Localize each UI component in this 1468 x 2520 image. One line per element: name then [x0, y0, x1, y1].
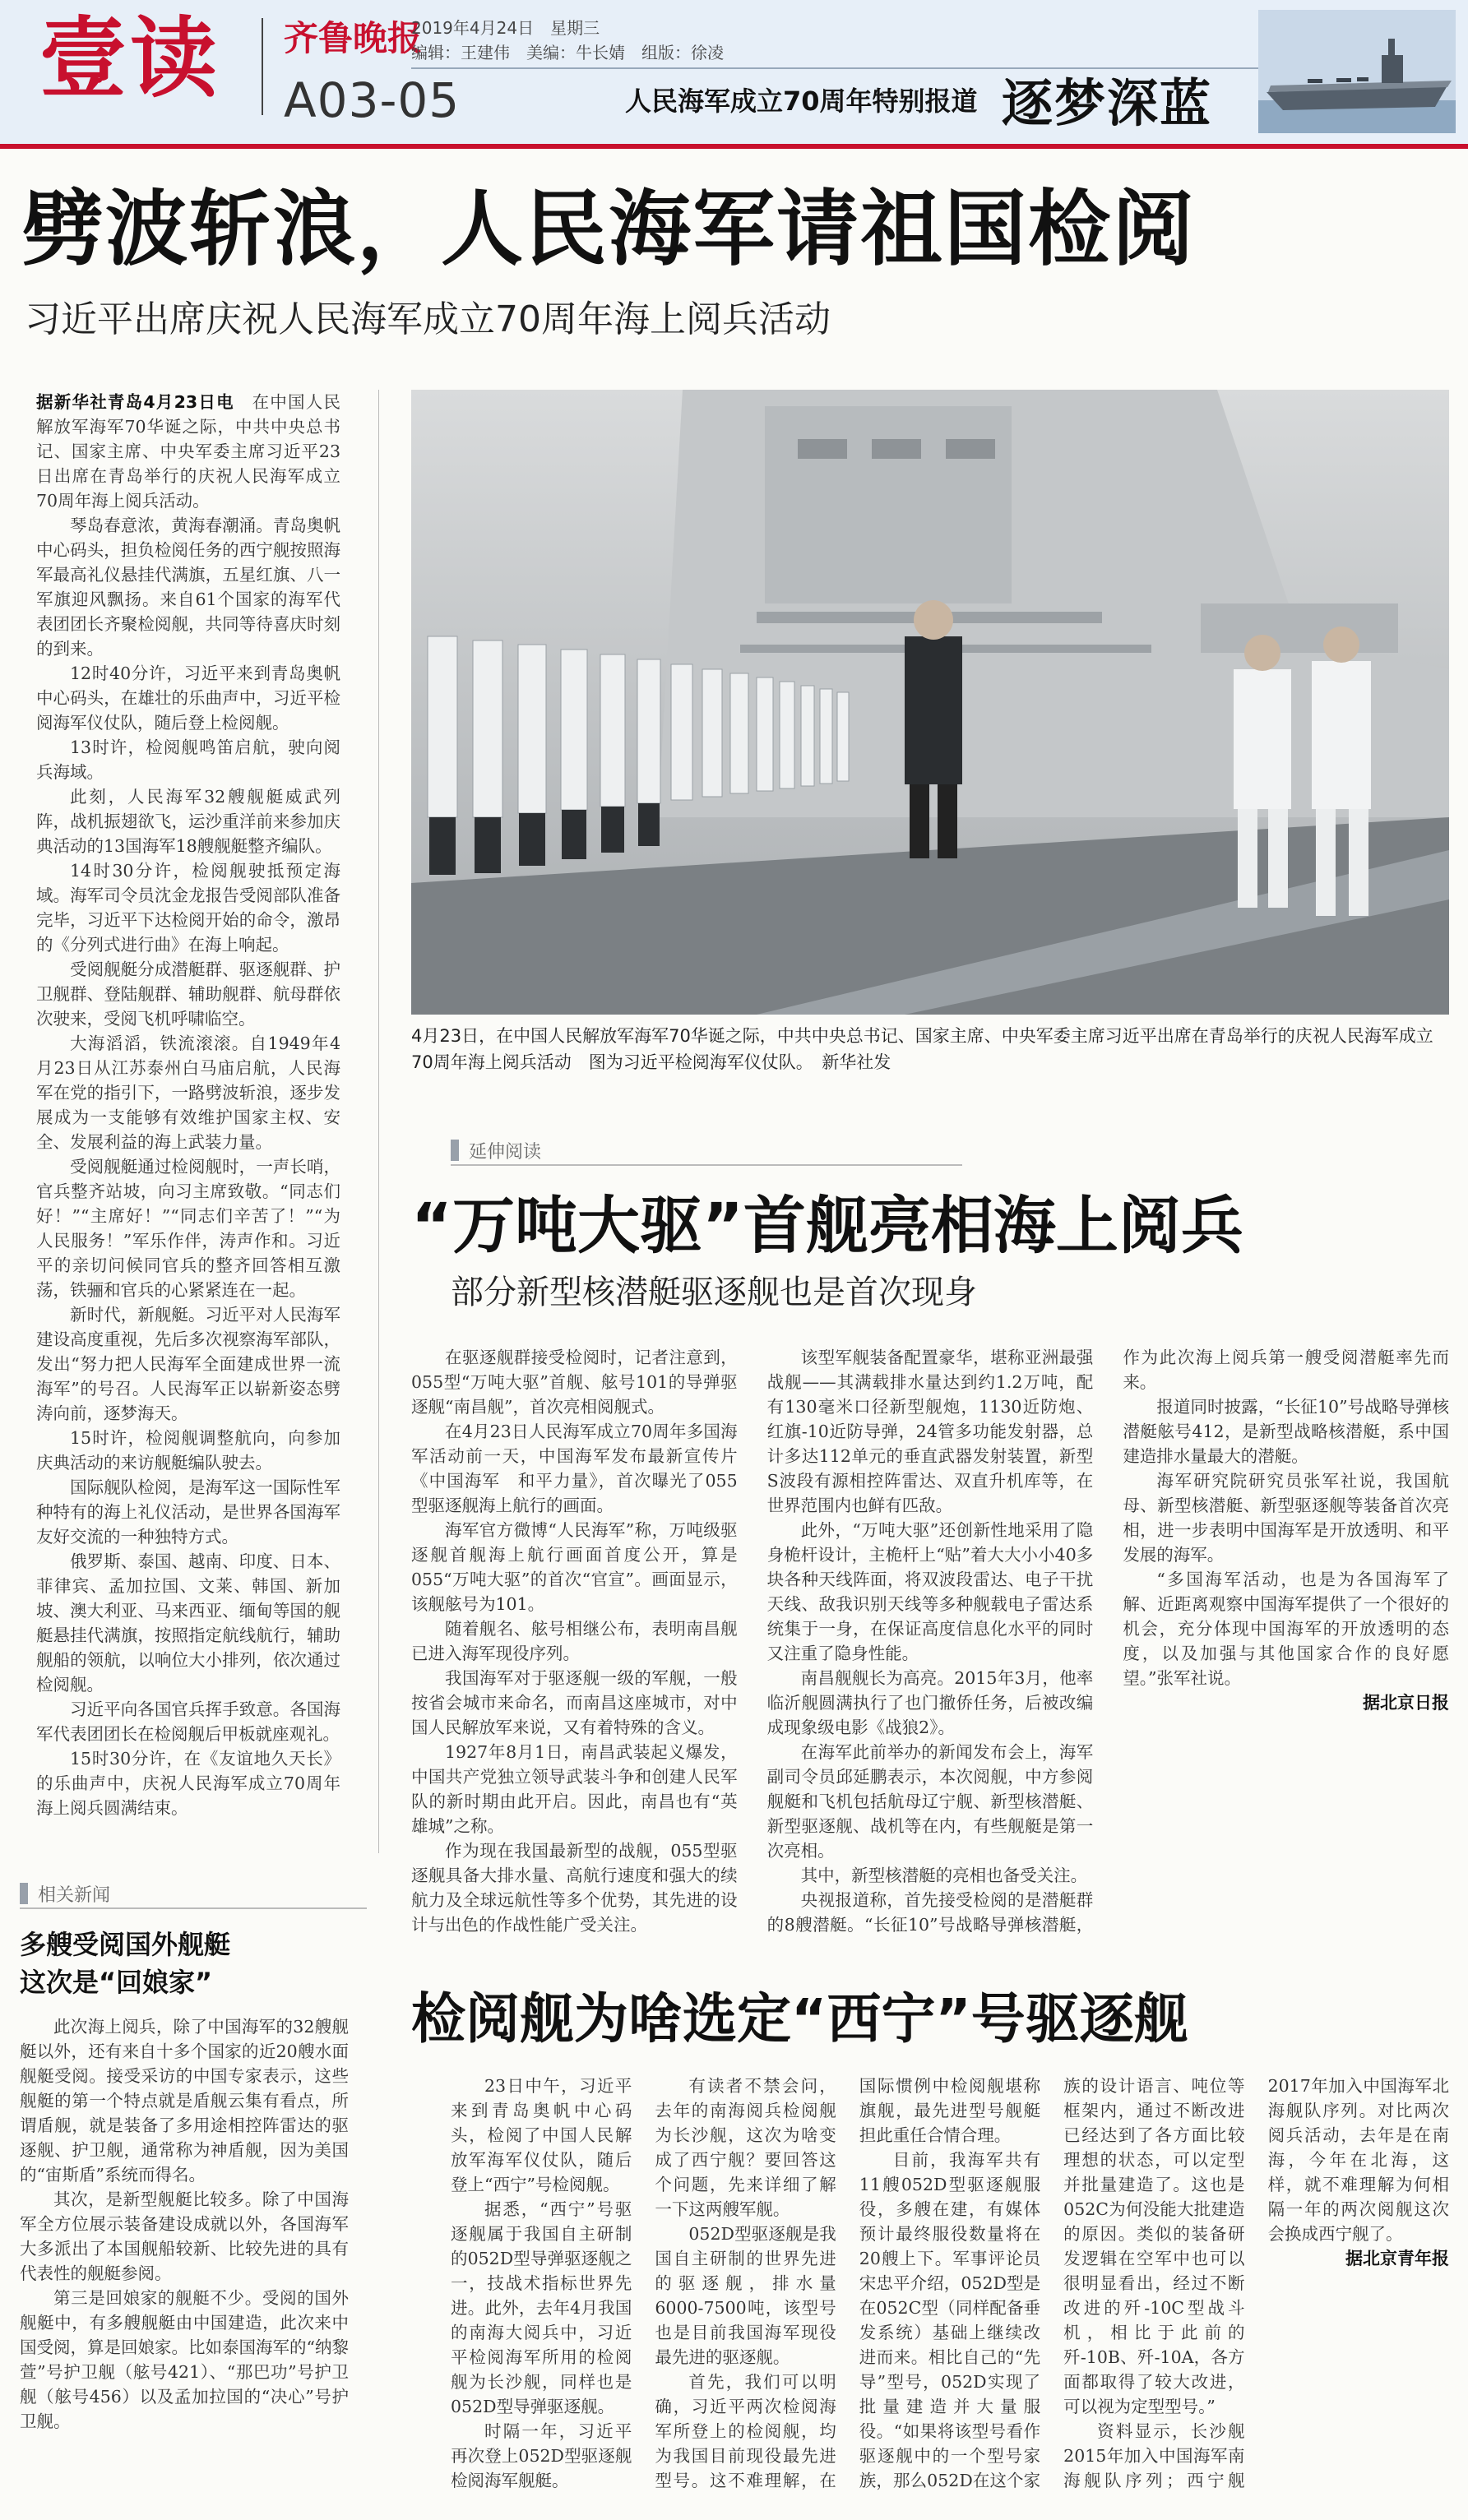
- kicker-bar: [451, 1140, 459, 1161]
- side-headline-line: 这次是“回娘家”: [20, 1967, 213, 1998]
- paragraph: 第三是回娘家的舰艇不少。受阅的国外舰艇中，有多艘舰艇由中国建造，此次来中国受阅，算是回娘家。比如泰国海军的“纳黎萱”号护卫舰（舷号421）、“那巴功”号护卫舰（舷号456）以及孟加拉国的“决心”号护卫舰。: [20, 2288, 349, 2431]
- paragraph: 受阅舰艇通过检阅舰时，一声长哨，官兵整齐站坡，向习主席致敬。“同志们好！”“主席好！”“同志们辛苦了！”“为人民服务！”军乐作伴，涛声作和。习近平的亲切问候同官兵的整齐回答相互激荡，铁骊和官兵的心紧紧连在一起。: [36, 1157, 340, 1300]
- honor-guard-review-photo: [411, 390, 1449, 1015]
- paragraph: 在海军此前举办的新闻发布会上，海军副司令员邱延鹏表示，本次阅舰，中方参阅舰艇和飞机包括航母辽宁舰、新型核潜艇、新型驱逐舰、战机等在内，有些舰艇是第一次亮相。: [766, 1742, 1094, 1861]
- side-story-headline: [20, 1926, 349, 2001]
- series-name: 逐梦深蓝: [1002, 73, 1213, 133]
- main-subhead: 习近平出席庆祝人民海军成立70周年海上阅兵活动: [25, 298, 831, 340]
- kicker-bar: [20, 1883, 28, 1904]
- paper-name: 齐鲁晚报: [284, 18, 423, 58]
- paragraph: 首先，我们可以明确，习近平两次检阅海军所登上的检阅舰，均为我国目前现役最先进型号。这不难理解，在国际惯例中检阅舰堪称旗舰，最先进型号舰艇担此重任合情合理。: [655, 2076, 1041, 2490]
- paragraph: 23日中午，习近平来到青岛奥帆中心码头，检阅了中国人民解放军海军仪仗队，随后登上“西宁”号检阅舰。: [451, 2076, 632, 2194]
- paragraph: 此次海上阅兵，除了中国海军的32艘舰艇以外，还有来自十多个国家的近20艘水面舰艇受阅。接受采访的中国专家表示，这些舰艇的第一个特点就是盾舰云集有看点，所谓盾舰，就是装备了多用途相控阵雷达的驱逐舰、护卫舰，通常称为神盾舰，因为美国的“宙斯盾”系统而得名。: [20, 2017, 349, 2185]
- paragraph: 习近平向各国官兵挥手致意。各国海军代表团团长在检阅舰后甲板就座观礼。: [36, 1699, 340, 1744]
- paragraph: 时隔一年，习近平再次登上052D型驱逐舰检阅海军舰艇。: [451, 2421, 632, 2490]
- paragraph: 12时40分许，习近平来到青岛奥帆中心码头，在雄壮的乐曲声中，习近平检阅海军仪仗队，随后登上检阅舰。: [36, 664, 340, 733]
- paragraph-text: 在中国人民解放军海军70华诞之际，中共中央总书记、国家主席、中央军委主席习近平23日出席在青岛举行的庆祝人民海军成立70周年海上阅兵活动。: [36, 392, 340, 511]
- story2-headline: 检阅舰为啥选定“西宁”号驱逐舰: [411, 1987, 1188, 2051]
- kicker-label: 相关新闻: [38, 1885, 111, 1906]
- paragraph: 琴岛春意浓，黄海春潮涌。青岛奥帆中心码头，担负检阅任务的西宁舰按照海军最高礼仪悬挂代满旗，五星红旗、八一军旗迎风飘扬。来自61个国家的海军代表团团长齐聚检阅舰，共同等待喜庆时刻的到来。: [36, 516, 340, 659]
- paragraph: 央视报道称，首先接受检阅的是潜艇群的8艘潜艇。“长征10”号战略导弹核潜艇，作为此次海上阅兵第一艘受阅潜艇率先而来。: [766, 1348, 1449, 1935]
- side-story-body: [20, 2014, 349, 2508]
- paragraph: 该型军舰装备配置豪华，堪称亚洲最强战舰——其满载排水量达到约1.2万吨，配有130毫米口径新型舰炮，1130近防炮、红旗-10近防导弹，24管多功能发射器，总计多达112单元的垂直武器发射装置，新型S波段有源相控阵雷达、双直升机库等，在世界范围内也鲜有匹敌。: [766, 1348, 1094, 1515]
- paragraph: 南昌舰舰长为高亮。2015年3月，他率临沂舰圆满执行了也门撤侨任务，后被改编成现象级电影《战狼2》。: [766, 1668, 1094, 1737]
- side-headline-line: 多艘受阅国外舰艇: [20, 1929, 231, 1960]
- paragraph: 资料显示，长沙舰2015年加入中国海军南海舰队序列；西宁舰2017年加入中国海军北海舰队序列。对比两次阅兵活动，去年是在南海，今年在北海，这样，就不难理解为何相隔一年的两次阅舰这次会换成西宁舰了。: [1063, 2076, 1449, 2490]
- paragraph: 其中，新型核潜艇的亮相也备受关注。: [800, 1866, 1088, 1885]
- paragraph: 目前，我海军共有11艘052D型驱逐舰服役，多艘在建，有媒体预计最终服役数量将在20艘上下。军事评论员宋忠平介绍，052D型是在052C型（同样配备垂发系统）基础上继续改进而来。相比自己的“先导”型号，052D实现了批量建造并大量服役。“如果将该型号看作驱逐舰中的一个型号家族，那么052D在这个家族的设计语言、吨位等框架内，通过不断改进已经达到了各方面比较理想的状态，可以定型并批量建造了。这也是052C为何没能大批建造的原因。类似的装备研发逻辑在空军中也可以很明显看出，经过不断改进的歼-10C型战斗机，相比于此前的歼-10B、歼-10A，各方面都取得了较大改进，可以视为定型型号。”: [859, 2076, 1245, 2490]
- story1-headline: “万吨大驱”首舰亮相海上阅兵: [411, 1189, 1243, 1262]
- dateline: 据新华社青岛4月23日电: [36, 392, 234, 412]
- masthead-divider: [262, 18, 263, 115]
- paragraph: 大海滔滔，铁流滚滚。自1949年4月23日从江苏泰州白马庙启航，人民海军在党的指引下，一路劈波斩浪，逐步发展成为一支能够有效维护国家主权、安全、发展利益的海上武装力量。: [36, 1033, 340, 1152]
- paragraph: [36, 390, 340, 513]
- paragraph: 此刻，人民海军32艘舰艇威武列阵，战机振翅欲飞，运沙重洋前来参加庆典活动的13国海军18艘舰艇整齐编队。: [36, 787, 340, 856]
- kicker-related-news: [20, 1881, 367, 1909]
- paragraph: 其次，是新型舰艇比较多。除了中国海军全方位展示装备建设成就以外，各国海军大多派出了本国舰船较新、比较先进的具有代表性的舰艇参阅。: [20, 2189, 349, 2283]
- paragraph: 海军研究院研究员张军社说，我国航母、新型核潜艇、新型驱逐舰等装备首次亮相，进一步表明中国海军是开放透明、和平发展的海军。: [1123, 1471, 1449, 1565]
- series-label: 人民海军成立70周年特别报道: [625, 86, 978, 117]
- paragraph: 13时许，检阅舰鸣笛启航，驶向阅兵海域。: [36, 738, 340, 782]
- kicker-label: 延伸阅读: [469, 1142, 542, 1163]
- masthead: [0, 0, 1468, 149]
- paragraph: 052D型驱逐舰是我国自主研制的世界先进的驱逐舰，排水量6000-7500吨，该型号也是目前我国海军现役最先进的驱逐舰。: [655, 2224, 836, 2367]
- paragraph: 随着舰名、舷号相继公布，表明南昌舰已进入海军现役序列。: [411, 1619, 738, 1663]
- paragraph: 15时许，检阅舰调整航向，向参加庆典活动的来访舰艇编队驶去。: [36, 1428, 340, 1473]
- paragraph: 15时30分许，在《友谊地久天长》的乐曲声中，庆祝人民海军成立70周年海上阅兵圆满结束。: [36, 1749, 340, 1818]
- paragraph: 受阅舰艇分成潜艇群、驱逐舰群、护卫舰群、登陆舰群、辅助舰群、航母群依次驶来，受阅飞机呼啸临空。: [36, 959, 340, 1029]
- story1-subhead: 部分新型核潜艇驱逐舰也是首次现身: [451, 1274, 977, 1311]
- page-number: A03-05: [284, 72, 461, 128]
- paragraph: 有读者不禁会问，去年的南海阅兵检阅舰为长沙舰，这次为啥变成了西宁舰？要回答这个问题，先来详细了解一下这两艘军舰。: [655, 2076, 836, 2219]
- paragraph: 此外，“万吨大驱”还创新性地采用了隐身桅杆设计，主桅杆上“贴”着大大小小40多块各种天线阵面，将双波段雷达、电子干扰天线、敌我识别天线等多种舰载电子雷达系统集于一身，在保证高度信息化水平的同时又注重了隐身性能。: [766, 1520, 1094, 1663]
- paragraph: 国际舰队检阅，是海军这一国际性军种特有的海上礼仪活动，是世界各国海军友好交流的一种独特方式。: [36, 1477, 340, 1547]
- paragraph: 海军官方微博“人民海军”称，万吨级驱逐舰首舰海上航行画面首度公开，算是055“万吨大驱”的首次“官宣”。画面显示，该舰舷号为101。: [411, 1520, 738, 1614]
- story2-byline: 据北京青年报: [1345, 2249, 1449, 2268]
- paragraph: 14时30分许，检阅舰驶抵预定海域。海军司令员沈金龙报告受阅部队准备完毕，习近平下达检阅开始的命令，激昂的《分列式进行曲》在海上响起。: [36, 861, 340, 955]
- news-photo: [411, 390, 1449, 1015]
- paragraph: “多国海军活动，也是为各国海军了解、近距离观察中国海军提供了一个很好的机会，充分体现中国海军的开放透明的态度，以及加强与其他国家合作的良好愿望。”张军社说。: [1123, 1570, 1449, 1688]
- photo-caption: 4月23日，在中国人民解放军海军70华诞之际，中共中央总书记、国家主席、中央军委主席习近平出席在青岛举行的庆祝人民海军成立70周年海上阅兵活动 图为习近平检阅海军仪仗队。 新华社发: [411, 1026, 1433, 1072]
- paragraph: 报道同时披露，“长征10”号战略导弹核潜艇舷号412，是新型战略核潜艇，系中国建造排水量最大的潜艇。: [1123, 1397, 1449, 1466]
- paragraph: 在4月23日人民海军成立70周年多国海军活动前一天，中国海军发布最新宣传片《中国海军 和平力量》，首次曝光了055型驱逐舰海上航行的画面。: [411, 1422, 738, 1515]
- paragraph: 新时代，新舰艇。习近平对人民海军建设高度重视，先后多次视察海军部队，发出“努力把人民海军全面建成世界一流海军”的号召。人民海军正以崭新姿态劈涛向前，逐梦海天。: [36, 1305, 340, 1423]
- story1-body: [411, 1345, 1449, 1954]
- story2-body: [451, 2074, 1449, 2509]
- column-rule: [378, 390, 379, 1853]
- paragraph: 1927年8月1日，南昌武装起义爆发，中国共产党独立领导武装斗争和创建人民军队的新时期由此开启。因此，南昌也有“英雄城”之称。: [411, 1742, 738, 1836]
- kicker-extended-reading: [451, 1138, 962, 1166]
- aircraft-carrier-illustration: [1258, 10, 1456, 133]
- paragraph: 作为现在我国最新型的战舰，055型驱逐舰具备大排水量、高航行速度和强大的续航力及全球远航性等多个优势，其先进的设计与出色的作战性能广受关注。: [411, 1841, 738, 1935]
- paragraph: 俄罗斯、泰国、越南、印度、日本、菲律宾、孟加拉国、文莱、韩国、新加坡、澳大利亚、马来西亚、缅甸等国的舰艇悬挂代满旗，按照指定航线航行，辅助舰船的领航，以响位大小排列，依次通过检阅舰。: [36, 1551, 340, 1695]
- story1-byline: 据北京日报: [1362, 1693, 1449, 1713]
- editor-credits: 编辑：王建伟 美编：牛长婧 组版：徐凌: [411, 43, 724, 62]
- main-headline: 劈波斩浪，人民海军请祖国检阅: [21, 181, 1196, 277]
- paragraph: 在驱逐舰群接受检阅时，记者注意到，055型“万吨大驱”首舰、舷号101的导弹驱逐舰“南昌舰”，首次亮相阅舰式。: [411, 1348, 738, 1417]
- section-mark: 壹读: [39, 8, 220, 109]
- paragraph: 我国海军对于驱逐舰一级的军舰，一般按省会城市来命名，而南昌这座城市，对中国人民解放军来说，又有着特殊的含义。: [411, 1668, 738, 1737]
- paragraph: 据悉，“西宁”号驱逐舰属于我国自主研制的052D型导弹驱逐舰之一，技战术指标世界先进。此外，去年4月我国的南海大阅兵中，习近平检阅海军所用的检阅舰为长沙舰，同样也是052D型导弹驱逐舰。: [451, 2199, 632, 2416]
- issue-date: 2019年4月24日 星期三: [411, 18, 600, 38]
